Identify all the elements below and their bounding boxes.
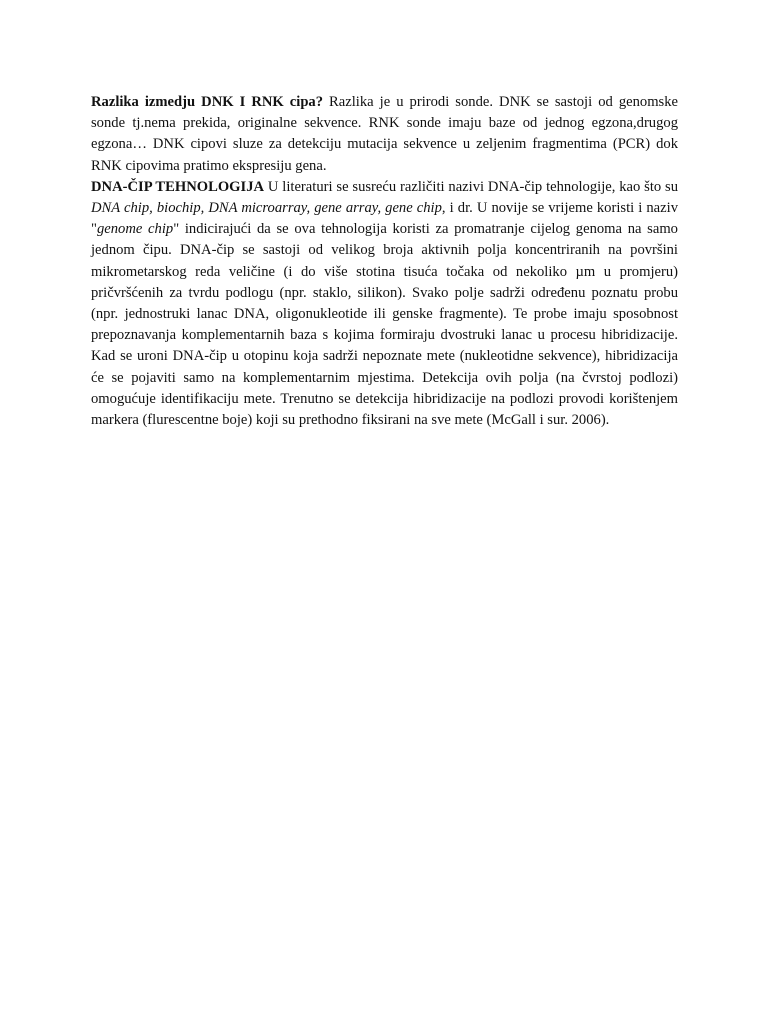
paragraph-text-segment-3: " indicirajući da se ova tehnologija koristi za promatranje cijelog genoma na samo jednom čipu. DNA-čip se sastoji od velikog broja aktivnih polja koncentriranih na površini mikrometarskog reda veličine (i do više stotina tisuća točaka od nekoliko µm u promjeru) pričvršćenih za tvrdu podlogu (npr. staklo, silikon). Svako polje sadrži određenu poznatu probu (npr. jednostruki lanac DNA, oligonukleotide ili genske fragmente). Te probe imaju sposobnost prepoznavanja komplementarnih baza s kojima formiraju dvostruki lanac u procesu hibridizacije. Kad se uroni DNA-čip u otopinu koja sadrži nepoznate mete (nukleotidne sekvence), hibridizacija će se pojaviti samo na komplementarnim mjestima. Detekcija ovih polja (na čvrstoj podlozi) omogućuje identifikaciju mete. Trenutno se detekcija hibridizacije na podlozi provodi korištenjem markera (flurescentne boje) koji su prethodno fiksirani na sve mete (McGall i sur. 2006). [91,221,678,429]
paragraph-heading-dnk-rnk: Razlika izmedju DNK I RNK cipa? [91,94,324,110]
paragraph-body-dnk-rnk: Razlika je u prirodi sonde. DNK se sastoji od genomske sonde tj.nema prekida, originalne sekvence. RNK sonde imaju baze od jednog egzona,drugog egzona… DNK cipovi sluze za detekciju mutacija sekvence u zeljenim fragmentima (PCR) dok RNK cipovima pratimo ekspresiju gena. [91,94,678,174]
paragraph-text-segment-1: U literaturi se susreću različiti nazivi DNA-čip tehnologije, kao što su [264,178,678,195]
paragraph-text-segment-2: , i dr. U novije se vrijeme koristi i naziv " [91,200,678,238]
paragraph-italic-genome-chip: genome chip [96,221,174,238]
paragraph-heading-dna-chip: DNA-ČIP TEHNOLOGIJA [91,178,265,195]
paragraph-dnk-rnk-difference [91,92,678,177]
paragraph-dna-chip-technology [91,177,678,431]
paragraph-italic-chip-names: DNA chip, biochip, DNA microarray, gene array, gene chip [91,200,442,217]
document-page [91,92,678,431]
